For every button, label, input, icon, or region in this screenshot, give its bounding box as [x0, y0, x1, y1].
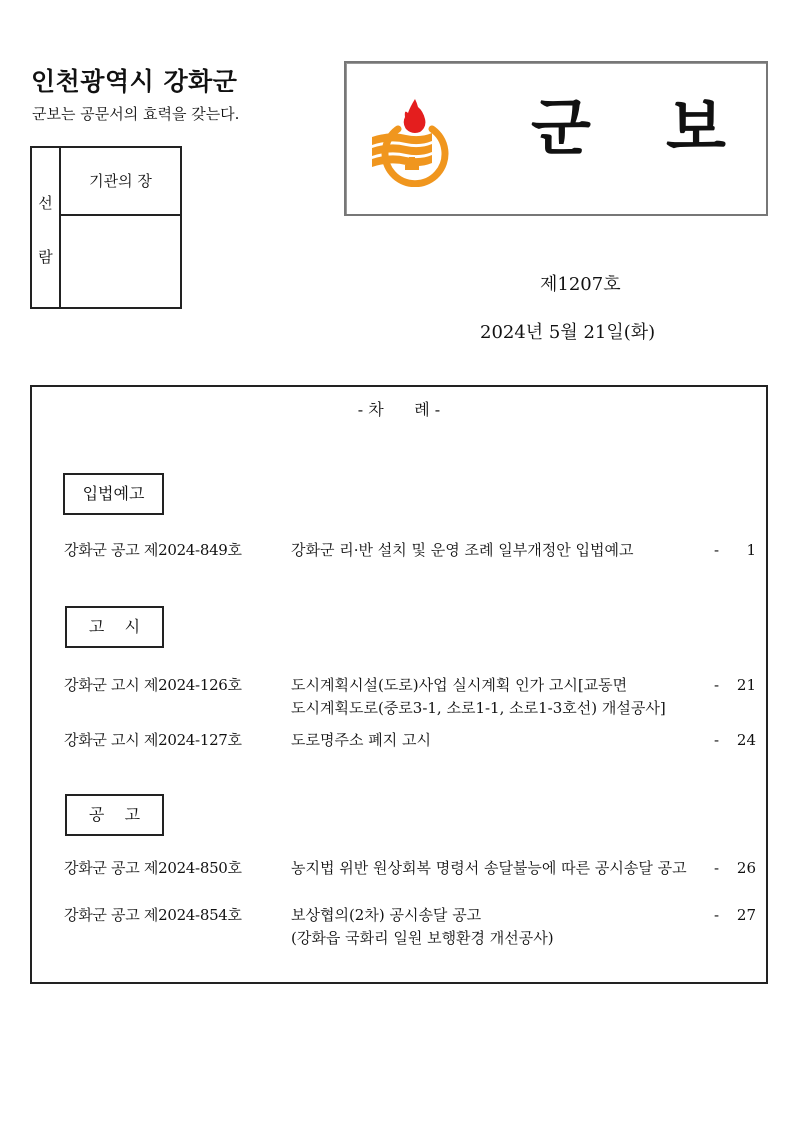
entry-reference: 강화군 고시 제2024-127호: [64, 731, 242, 749]
toc-entry[interactable]: [64, 904, 756, 947]
entry-page-number: 24: [736, 731, 756, 749]
bulletin-title-box: [344, 61, 768, 216]
issue-number: 제1207호: [540, 274, 621, 295]
toc-heading: - 차 례 -: [357, 400, 441, 419]
approval-signature-cell: [61, 216, 180, 307]
entry-reference: 강화군 공고 제2024-850호: [64, 859, 242, 877]
entry-reference: 강화군 고시 제2024-126호: [64, 676, 242, 694]
entry-reference: 강화군 공고 제2024-854호: [64, 906, 242, 924]
entry-title-continued: 도시계획도로(중로3-1, 소로1-1, 소로1-3호선) 개설공사]: [291, 699, 666, 717]
section-label-announcement: 공 고: [65, 794, 164, 836]
section-label-legislative-notice: 입법예고: [63, 473, 164, 515]
approval-cell-agency-head: 기관의 장: [61, 148, 180, 216]
toc-entry[interactable]: [64, 539, 756, 561]
entry-leader: -: [714, 906, 720, 924]
entry-page-number: 26: [736, 859, 756, 877]
toc-entry[interactable]: [64, 674, 756, 717]
entry-title: 도로명주소 폐지 고시: [291, 731, 431, 749]
table-of-contents: [30, 385, 768, 984]
approval-side-label-bottom: 람: [38, 248, 53, 266]
entry-title: 강화군 리·반 설치 및 운영 조례 일부개정안 입법예고: [291, 541, 634, 559]
entry-title: 보상협의(2차) 공시송달 공고: [291, 906, 482, 924]
approval-side-label-top: 선: [38, 194, 53, 212]
organization-subtitle: 군보는 공문서의 효력을 갖는다.: [32, 105, 240, 123]
title-character-bo: 보: [666, 91, 726, 164]
entry-title: 도시계획시설(도로)사업 실시계획 인가 고시[교동면: [291, 676, 628, 694]
entry-leader: -: [714, 731, 720, 749]
issue-date: 2024년 5월 21일(화): [480, 322, 656, 343]
toc-entry[interactable]: [64, 729, 756, 751]
entry-page-number: 21: [736, 676, 756, 694]
approval-side-column: [32, 148, 61, 307]
entry-title: 농지법 위반 원상회복 명령서 송달불능에 따른 공시송달 공고: [291, 859, 687, 877]
entry-leader: -: [714, 541, 720, 559]
ganghwa-county-emblem-icon: [370, 95, 460, 187]
entry-leader: -: [714, 859, 720, 877]
entry-page-number: 1: [746, 541, 756, 559]
entry-leader: -: [714, 676, 720, 694]
entry-reference: 강화군 공고 제2024-849호: [64, 541, 242, 559]
section-label-public-notice: 고 시: [65, 606, 164, 648]
entry-title-continued: (강화읍 국화리 일원 보행환경 개선공사): [291, 929, 554, 947]
toc-entry[interactable]: [64, 857, 756, 879]
title-character-gun: 군: [531, 91, 591, 164]
approval-box: [30, 146, 182, 309]
entry-page-number: 27: [736, 906, 756, 924]
organization-title: 인천광역시 강화군: [31, 67, 238, 96]
